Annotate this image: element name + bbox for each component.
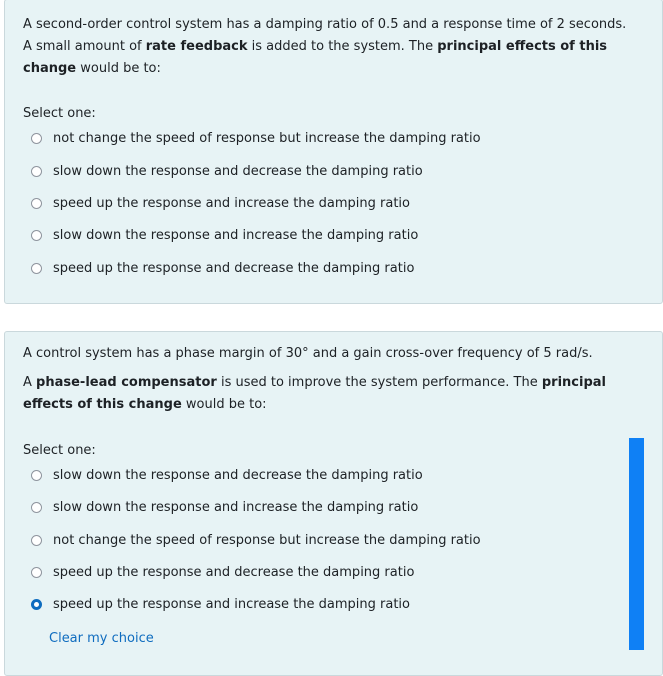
radio-button[interactable] bbox=[31, 198, 42, 209]
scrollbar-thumb[interactable] bbox=[629, 438, 644, 650]
radio-button[interactable] bbox=[31, 470, 42, 481]
answer-option[interactable] bbox=[31, 529, 481, 551]
answer-option[interactable] bbox=[31, 160, 423, 182]
question-emphasis: phase-lead compensator bbox=[36, 375, 217, 390]
question-text-fragment: A small amount of bbox=[23, 39, 146, 54]
radio-button[interactable] bbox=[31, 535, 42, 546]
radio-button[interactable] bbox=[31, 166, 42, 177]
question-card-2 bbox=[4, 331, 663, 676]
answer-option-label: slow down the response and decrease the damping ratio bbox=[53, 163, 423, 179]
radio-button[interactable] bbox=[31, 133, 42, 144]
clear-choice-link[interactable]: Clear my choice bbox=[49, 631, 154, 646]
question-line bbox=[23, 394, 638, 416]
question-text-fragment: would be to: bbox=[181, 397, 267, 412]
question-emphasis: effects of this change bbox=[23, 397, 182, 412]
answer-option-label: speed up the response and increase the damping ratio bbox=[53, 195, 410, 211]
radio-button[interactable] bbox=[31, 567, 42, 578]
answer-option-label: speed up the response and decrease the damping ratio bbox=[53, 260, 415, 276]
question-emphasis: principal bbox=[541, 375, 606, 390]
answer-option-selected[interactable] bbox=[31, 593, 410, 615]
answer-option-label: slow down the response and increase the damping ratio bbox=[53, 227, 419, 243]
question-card-1 bbox=[4, 0, 663, 304]
select-one-prompt: Select one: bbox=[23, 106, 96, 121]
answer-option[interactable] bbox=[31, 561, 414, 583]
answer-option-label: speed up the response and decrease the damping ratio bbox=[53, 564, 415, 580]
radio-button-selected[interactable] bbox=[31, 599, 42, 610]
question-line bbox=[23, 372, 638, 394]
select-one-prompt: Select one: bbox=[23, 443, 96, 458]
radio-button[interactable] bbox=[31, 230, 42, 241]
question-line bbox=[23, 58, 638, 80]
answer-option-label: not change the speed of response but increase the damping ratio bbox=[53, 130, 481, 146]
question-line bbox=[23, 36, 638, 58]
radio-button[interactable] bbox=[31, 263, 42, 274]
question-text bbox=[23, 343, 638, 416]
answer-option[interactable] bbox=[31, 257, 414, 279]
answer-option[interactable] bbox=[31, 464, 423, 486]
question-text-fragment: A bbox=[23, 375, 37, 390]
question-text bbox=[23, 14, 638, 80]
answer-option[interactable] bbox=[31, 192, 410, 214]
radio-button[interactable] bbox=[31, 502, 42, 513]
answer-option[interactable] bbox=[31, 224, 418, 246]
answer-option[interactable] bbox=[31, 496, 418, 518]
question-line: A second-order control system has a damping ratio of 0.5 and a response time of 2 seconds. bbox=[23, 17, 627, 32]
answer-option-label: slow down the response and increase the damping ratio bbox=[53, 499, 419, 515]
answer-option[interactable] bbox=[31, 127, 481, 149]
answer-option-label: slow down the response and decrease the damping ratio bbox=[53, 467, 423, 483]
question-emphasis: principal effects of this bbox=[437, 39, 608, 54]
question-text-fragment: is used to improve the system performance. The bbox=[216, 375, 542, 390]
answer-option-label: not change the speed of response but increase the damping ratio bbox=[53, 532, 481, 548]
question-text-fragment: would be to: bbox=[76, 61, 161, 76]
question-emphasis: change bbox=[23, 61, 77, 76]
answer-option-label: speed up the response and increase the damping ratio bbox=[53, 596, 410, 612]
question-line: A control system has a phase margin of 30° and a gain cross-over frequency of 5 rad/s. bbox=[23, 346, 593, 361]
question-emphasis: rate feedback bbox=[145, 39, 248, 54]
question-text-fragment: is added to the system. The bbox=[247, 39, 438, 54]
